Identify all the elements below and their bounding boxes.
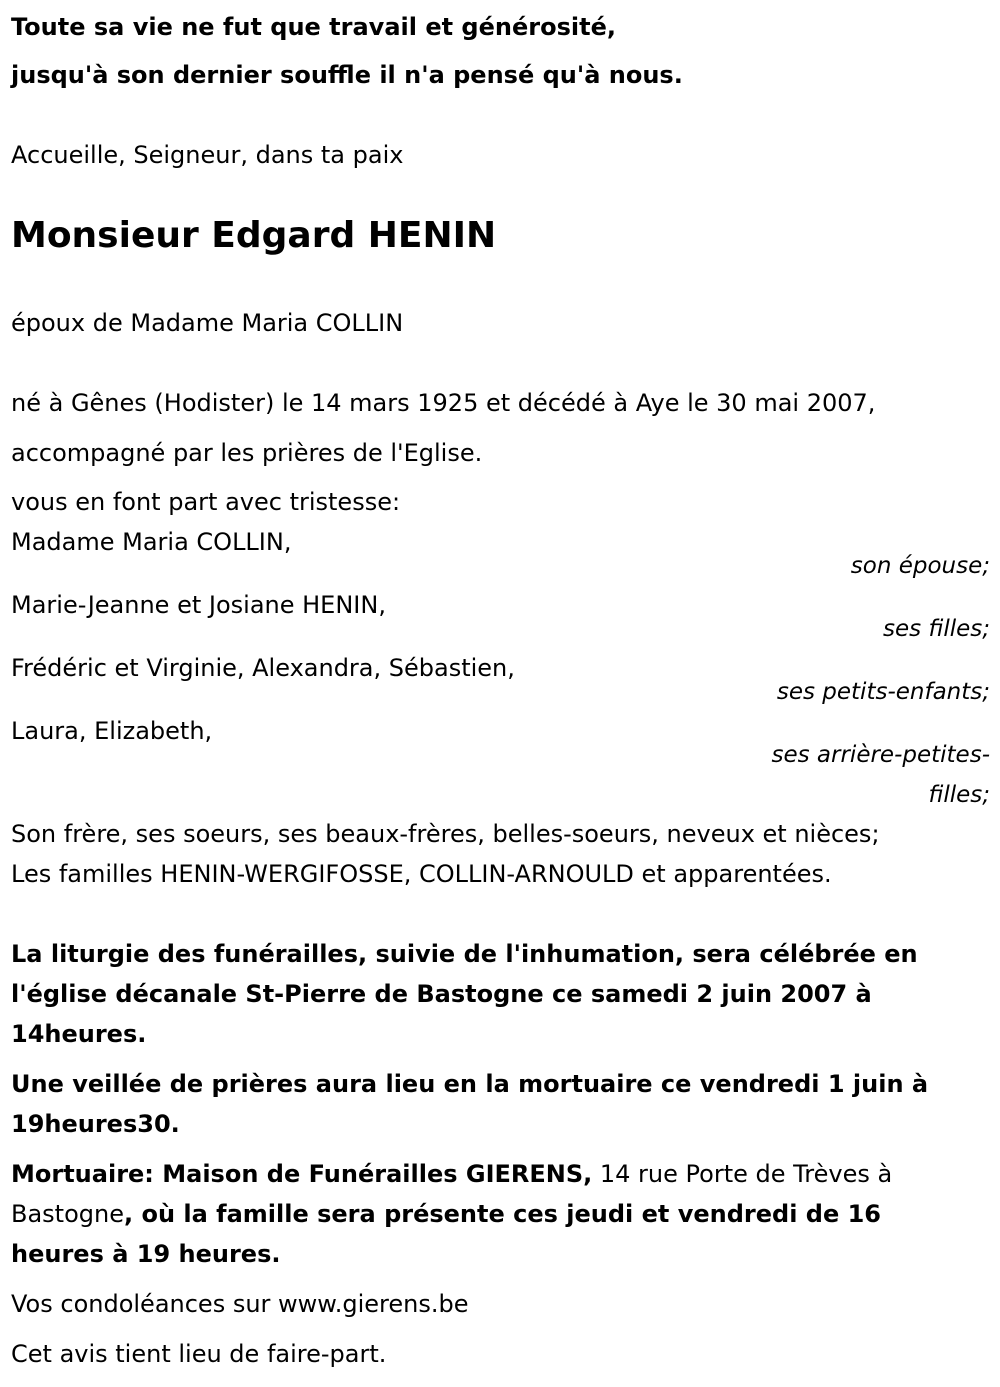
family-names-grandchildren: Frédéric et Virginie, Alexandra, Sébastien, [11,654,515,682]
family-names-great-grandchildren: Laura, Elizabeth, [11,717,213,745]
notice-line: Cet avis tient lieu de faire-part. [11,1340,387,1368]
mortuary-address-2: Bastogne [11,1200,124,1228]
mortuary-presence-2: heures à 19 heures. [11,1240,281,1268]
spouse-line: époux de Madame Maria COLLIN [11,309,404,337]
vigil-line-2: 19heures30. [11,1110,180,1138]
verse-line-1: Toute sa vie ne fut que travail et générosité, [11,13,616,41]
verse-line-2: jusqu'à son dernier souffle il n'a pensé qu'à nous. [11,61,683,89]
prayer-line: Accueille, Seigneur, dans ta paix [11,141,404,169]
family-names-spouse: Madame Maria COLLIN, [11,528,292,556]
church-line: accompagné par les prières de l'Eglise. [11,439,483,467]
family-role-great-grandchildren-1: ses arrière-petites- [771,742,990,768]
funeral-line-1: La liturgie des funérailles, suivie de l'inhumation, sera célébrée en [11,940,918,968]
family-names-daughters: Marie-Jeanne et Josiane HENIN, [11,591,386,619]
family-role-great-grandchildren-2: filles; [928,782,990,808]
mortuary-address-1: 14 rue Porte de Trèves à [592,1160,893,1188]
mortuary-presence-1: , où la famille sera présente ces jeudi et vendredi de 16 [123,1200,881,1228]
condolences-line: Vos condoléances sur www.gierens.be [11,1290,469,1318]
family-role-grandchildren: ses petits-enfants; [776,679,990,705]
birth-death-line: né à Gênes (Hodister) le 14 mars 1925 et décédé à Aye le 30 mai 2007, [11,389,876,417]
family-role-spouse: son épouse; [850,553,990,579]
announcement-intro: vous en font part avec tristesse: [11,488,401,516]
mortuary-label: Mortuaire: Maison de Funérailles GIERENS, [11,1160,593,1188]
vigil-line-1: Une veillée de prières aura lieu en la mortuaire ce vendredi 1 juin à [11,1070,929,1098]
extended-family-line-2: Les familles HENIN-WERGIFOSSE, COLLIN-ARNOULD et apparentées. [11,860,832,888]
mortuary-line-2 [11,1199,881,1229]
deceased-name: Monsieur Edgard HENIN [11,215,497,256]
extended-family-line-1: Son frère, ses soeurs, ses beaux-frères, belles-soeurs, neveux et nièces; [11,820,880,848]
mortuary-line-1 [11,1159,892,1189]
funeral-line-3: 14heures. [11,1020,147,1048]
funeral-line-2: l'église décanale St-Pierre de Bastogne ce samedi 2 juin 2007 à [11,980,872,1008]
family-role-daughters: ses filles; [883,616,990,642]
